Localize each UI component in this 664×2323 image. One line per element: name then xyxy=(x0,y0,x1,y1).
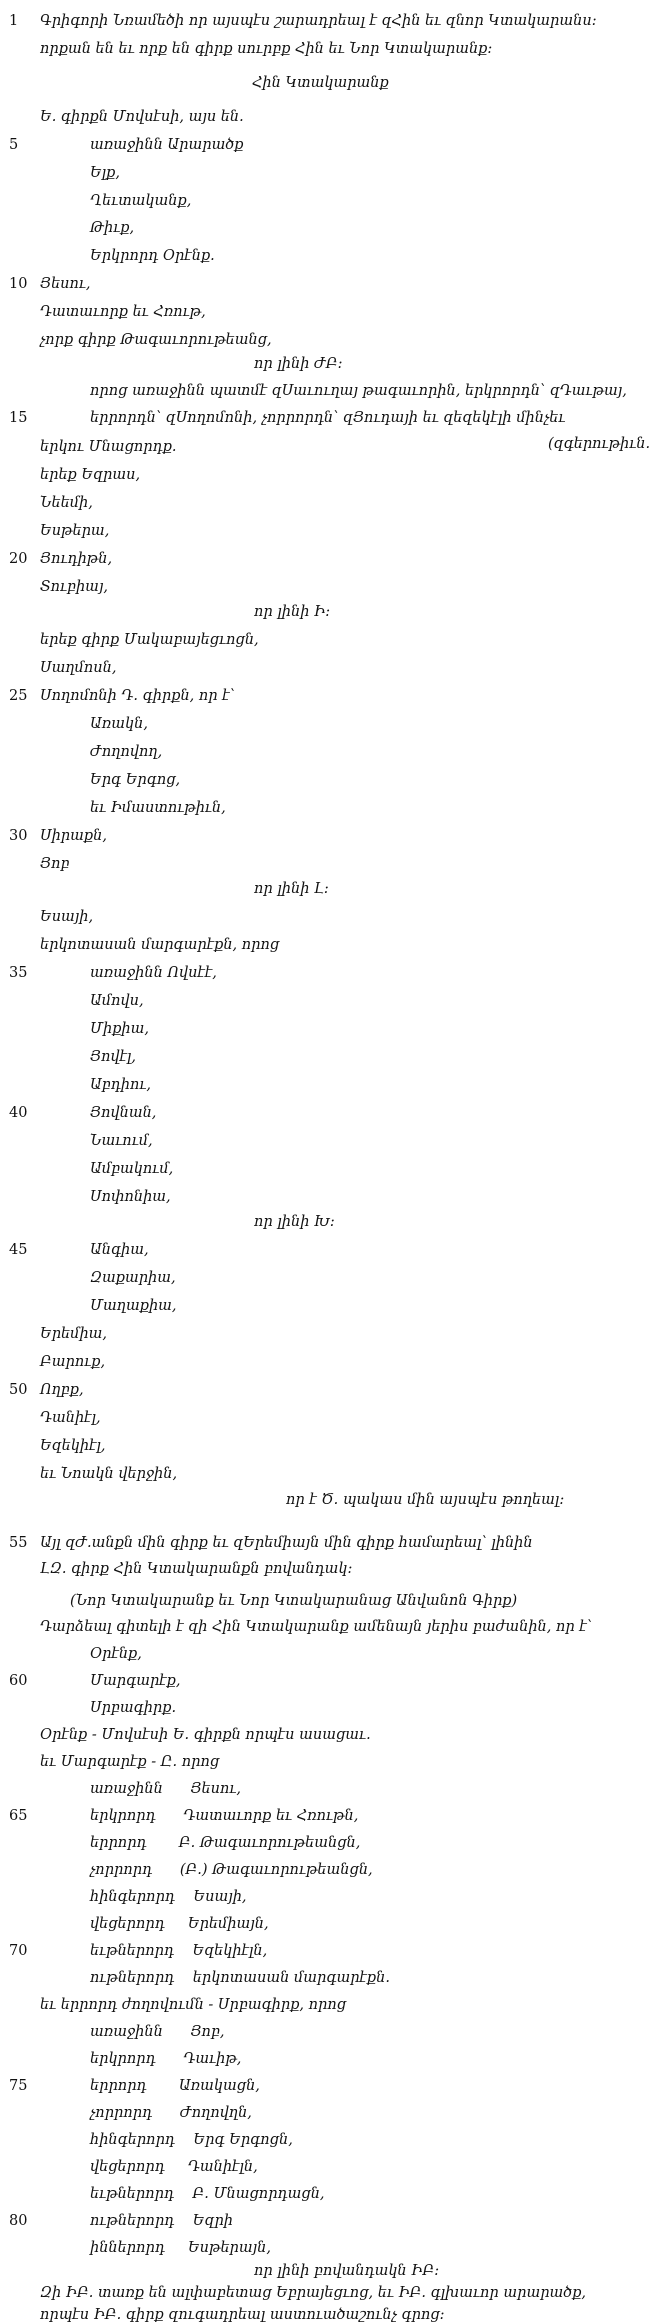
text-line: երեք Եզրաս, xyxy=(40,467,141,483)
text-line: երրորդն՝ զՍողոմոնի, չորրորդն՝ զՅուդայի եւ զեզեկէլի մինչեւ xyxy=(90,410,566,426)
text-line: Սաղմոսն, xyxy=(40,660,117,676)
text-line: երկրորդ Դատաւորք եւ Հռութն, xyxy=(90,1808,359,1824)
text-line: Դատաւորք եւ Հռութ, xyxy=(40,304,206,320)
text-line: (Նոր Կտակարանք եւ Նոր Կտակարանաց Անվանոն Գիրք) xyxy=(70,1593,518,1609)
text-line: չորք գիրք Թագաւորութեանց, xyxy=(40,332,272,348)
text-line: Նեեմի, xyxy=(40,495,93,511)
line-number: 15 xyxy=(9,410,28,426)
text-line: որ է Ծ. պակաս մին այսպէս թողեալ: xyxy=(286,1492,565,1508)
text-line: (զգերութիւն. xyxy=(548,436,651,452)
line-number: 25 xyxy=(9,688,28,704)
text-line: Անգիա, xyxy=(90,1242,149,1258)
text-line: Մաղաքիա, xyxy=(90,1298,177,1314)
text-line: որ լինի ԺԲ: xyxy=(254,356,343,372)
text-line: Գրիգորի Նռամեծի որ այսպէս շարադրեալ է զՀին եւ զնոր Կտակարանս: xyxy=(40,13,597,29)
text-line: Երեմիա, xyxy=(40,1326,108,1342)
text-line: ութներորդ Եզրի xyxy=(90,2213,234,2229)
text-line: եւ երրորդ ժողովումն - Սրբագիրք, որոց xyxy=(40,1997,347,2013)
line-number: 50 xyxy=(9,1382,28,1398)
text-line: երրորդ Բ. Թագաւորութեանցն, xyxy=(90,1835,361,1851)
text-line: Նաւում, xyxy=(90,1133,153,1149)
line-number: 70 xyxy=(9,1943,28,1959)
text-line: Եզեկիէլ, xyxy=(40,1438,106,1454)
text-line: Աբդիու, xyxy=(90,1077,152,1093)
text-line: Երգ Երգոց, xyxy=(90,772,181,788)
text-line: Սողոմոնի Դ. գիրքն, որ է՝ xyxy=(40,688,235,704)
text-line: վեցերորդ Երեմիայն, xyxy=(90,1916,269,1932)
line-number: 40 xyxy=(9,1105,28,1121)
text-line: Ելք, xyxy=(90,165,120,181)
text-line: ութներորդ երկոտասան մարգարէքն. xyxy=(90,1970,390,1986)
text-line: երկոտասան մարգարէքն, որոց xyxy=(40,937,280,953)
text-line: որ լինի Խ: xyxy=(254,1214,335,1230)
text-line: Այլ զԺ.անքն մին գիրք եւ զԵրեմիայն մին գիրք համարեալ՝ լինին xyxy=(40,1535,533,1551)
text-line: Ամովս, xyxy=(90,993,144,1009)
text-line: առաջինն Յոբ, xyxy=(90,2024,225,2040)
text-line: Օրէնք - Մովսէսի Ե. գիրքն որպէս ասացաւ. xyxy=(40,1727,371,1743)
text-line: Հին Կտակարանք xyxy=(252,75,389,91)
line-number: 5 xyxy=(9,137,19,153)
text-line: հինգերորդ Եսայի, xyxy=(90,1889,247,1905)
text-line: չորրորդ Ժողովղն, xyxy=(90,2105,252,2121)
text-line: Բարուք, xyxy=(40,1354,106,1370)
text-line: Ողբք, xyxy=(40,1382,84,1398)
text-line: երկու Մնացորդք. xyxy=(40,439,177,455)
text-line: չորրորդ (Բ.) Թագաւորութեանցն, xyxy=(90,1862,373,1878)
text-line: որոց առաջինն պատմէ զՍաւուղայ թագաւորին, երկրորդն՝ զԴաւթայ, xyxy=(90,383,627,399)
text-line: Ղեւտականք, xyxy=(90,193,192,209)
text-line: որ լինի Լ: xyxy=(254,881,329,897)
text-line: Դարձեալ գիտելի է զի Հին Կտակարանք ամենայն յերիս բաժանին, որ է՝ xyxy=(40,1619,593,1635)
line-number: 55 xyxy=(9,1535,28,1551)
line-number: 45 xyxy=(9,1242,28,1258)
text-line: երրորդ Առակացն, xyxy=(90,2078,260,2094)
line-number: 80 xyxy=(9,2213,28,2229)
text-line: իններորդ Եսթերայն, xyxy=(90,2240,271,2256)
text-line: վեցերորդ Դանիէլն, xyxy=(90,2159,258,2175)
text-line: Յովէլ, xyxy=(90,1049,137,1065)
text-line: Մարգարէք, xyxy=(90,1673,181,1689)
text-line: Դանիէլ, xyxy=(40,1410,101,1426)
text-line: Ե. գիրքն Մովսէսի, այս են. xyxy=(40,109,244,125)
text-line: հինգերորդ Երգ Երգոցն, xyxy=(90,2132,293,2148)
text-line: եւթներորդ Բ. Մնացորդացն, xyxy=(90,2186,325,2202)
text-line: եւ Նոակն վերջին, xyxy=(40,1466,178,1482)
text-line: երկրորդ Դաւիթ, xyxy=(90,2051,242,2067)
text-line: եւթներորդ Եզեկիէլն, xyxy=(90,1943,268,1959)
text-line: Յովնան, xyxy=(90,1105,157,1121)
text-line: Զի ԻԲ. տառք են ալփաբետաց Եբրայեցւոց, եւ ԻԲ. գլխաւոր արարածք, xyxy=(40,2285,587,2301)
text-line: Զաքարիա, xyxy=(90,1270,176,1286)
line-number: 1 xyxy=(9,13,19,29)
text-line: Սոփոնիա, xyxy=(90,1189,171,1205)
line-number: 10 xyxy=(9,276,28,292)
text-line: որ լինի բովանդակն ԻԲ: xyxy=(254,2263,440,2279)
text-line: Եսթերա, xyxy=(40,523,110,539)
text-line: Սրբագիրք. xyxy=(90,1700,177,1716)
text-line: Տուբիայ, xyxy=(40,579,109,595)
text-line: Ամբակում, xyxy=(90,1161,174,1177)
text-line: Երկրորդ Օրէնք. xyxy=(90,248,215,264)
text-line: Եսայի, xyxy=(40,909,94,925)
text-line: ԼԶ. գիրք Հին Կտակարանքն բովանդակ: xyxy=(40,1561,353,1577)
text-line: Յուդիթն, xyxy=(40,551,113,567)
text-line: եւ Իմաստութիւն, xyxy=(90,800,226,816)
text-line: առաջինն Յեսու, xyxy=(90,1781,242,1797)
text-line: Սիրաքն, xyxy=(40,828,107,844)
text-line: Յոբ xyxy=(40,856,70,872)
line-number: 60 xyxy=(9,1673,28,1689)
line-number: 65 xyxy=(9,1808,28,1824)
line-number: 75 xyxy=(9,2078,28,2094)
line-number: 35 xyxy=(9,965,28,981)
line-number: 20 xyxy=(9,551,28,567)
text-line: որ լինի Ի: xyxy=(254,604,331,620)
text-line: Առակն, xyxy=(90,716,148,732)
text-line: Օրէնք, xyxy=(90,1646,142,1662)
text-line: առաջինն Ովսէէ, xyxy=(90,965,217,981)
text-line: Միքիա, xyxy=(90,1021,150,1037)
text-line: Յեսու, xyxy=(40,276,91,292)
line-number: 30 xyxy=(9,828,28,844)
text-line: որպէս ԻԲ. գիրք զուգադրեալ աստուածաշունչ գրոց: xyxy=(40,2307,445,2323)
text-line: երեք գիրք Մակաբայեցւոցն, xyxy=(40,632,259,648)
text-line: առաջինն Արարածք xyxy=(90,137,244,153)
text-line: Ժողովող, xyxy=(90,744,163,760)
text-line: եւ Մարգարէք - Ը. որոց xyxy=(40,1754,220,1770)
text-line: որքան են եւ որք են գիրք սուրբք Հին եւ Նոր Կտակարանք: xyxy=(40,41,493,57)
text-line: Թիւք, xyxy=(90,220,135,236)
